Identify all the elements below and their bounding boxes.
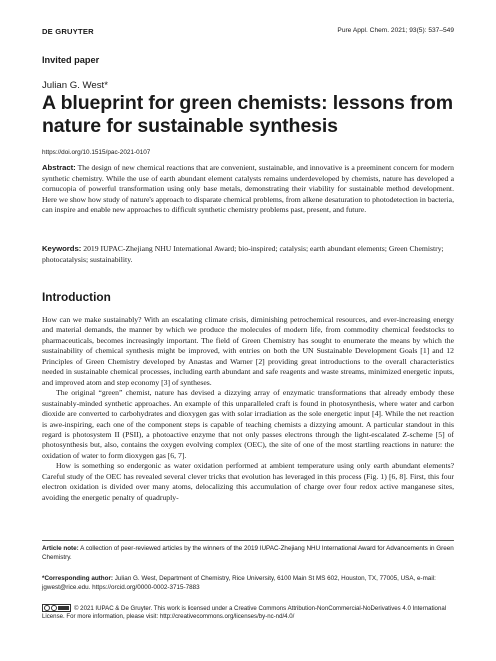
- paragraph: How can we make sustainably? With an escalating climate crisis, diminishing petrochemical resources, and ever-increasing energy and material demands, the manner by which we produce the molecules of modern life, from commodity chemical feedstocks to pharmaceuticals, becomes increasingly important. The field of Green Chemistry has sought to enumerate the means by which the sustainability of chemical synthesis might be improved, with entries on both the UN Sustainable Development Goals [1] and 12 Principles of Green Chemistry developed by Anastas and Warner [2] providing great introductions to the overall characteristics needed in sustainable chemical processes, including earth abundant and safe reagents and waste streams, minimized energetic inputs, and improved atom and step economy [3] of syntheses.: [42, 315, 454, 387]
- license-statement: [42, 604, 454, 622]
- introduction-body: [42, 315, 454, 503]
- license-text: © 2021 IUPAC & De Gruyter. This work is licensed under a Creative Commons Attribution-NonCommercial-NoDerivatives 4.0 International License. For more information, please visit: http://creativecommons.org/licenses/by-nc-nd/4.0/: [42, 605, 447, 621]
- doi-link[interactable]: https://doi.org/10.1515/pac-2021-0107: [42, 149, 151, 156]
- corresponding-author-label: *Corresponding author:: [42, 575, 114, 582]
- cc-by-nc-nd-icon[interactable]: [42, 604, 71, 612]
- article-note-text: A collection of peer-reviewed articles by the winners of the 2019 IUPAC-Zhejiang NHU International Award for Advancements in Green Chemistry.: [42, 545, 454, 561]
- publisher-name: DE GRUYTER: [42, 27, 94, 36]
- author-name: Julian G. West*: [42, 80, 108, 91]
- corresponding-author-text: Julian G. West, Department of Chemistry, Rice University, 6100 Main St MS 602, Houston, TX, 77005, USA, e-mail: jgwest@rice.edu. https://orcid.org/0000-0002-3715-7883: [42, 575, 436, 591]
- section-heading-introduction: Introduction: [42, 290, 111, 304]
- keywords-text: 2019 IUPAC-Zhejiang NHU International Award; bio-inspired; catalysis; earth abundant elements; Green Chemistry; photocatalysis; sustainability.: [42, 244, 444, 264]
- article-type: Invited paper: [42, 55, 100, 65]
- paper-title: A blueprint for green chemists: lessons from nature for sustainable synthesis: [42, 92, 453, 137]
- keywords: [42, 244, 454, 265]
- abstract: [42, 163, 454, 216]
- paragraph: How is something so endergonic as water oxidation performed at ambient temperature using only earth abundant elements? Careful study of the OEC has revealed several clever tricks that evolution has leveraged in this process (Fig. 1) [6, 8]. First, this four electron oxidation is divided over many atoms, delocalizing this accumulation of charge over four redox active manganese sites, avoiding the energetic penalty of quadruply-: [42, 461, 454, 502]
- article-note: [42, 545, 454, 562]
- keywords-label: Keywords:: [42, 244, 82, 253]
- abstract-label: Abstract:: [42, 163, 76, 172]
- footnote-divider: [42, 540, 454, 541]
- paragraph: The original “green” chemist, nature has devised a dizzying array of enzymatic transformations that already embody these sustainably-minded synthetic approaches. An example of this unparalleled craft is found in photosynthesis, where water and carbon dioxide are converted to carbohydrates and dioxygen gas with solar irradiation as the sole energetic input [4]. While the net reaction is awe-inspiring, each one of the component steps is capable of teaching chemists a dizzying amount. A particular standout in this regard is photosystem II (PSII), a photoactive enzyme that not only passes electrons through the light-escalated Z-scheme [5] of photosynthesis but, also, contains the oxygen evolving complex (OEC), the site of one of the most startling reactions in nature: the oxidation of water to form dioxygen gas [6, 7].: [42, 388, 454, 460]
- corresponding-author: [42, 575, 454, 592]
- abstract-text: The design of new chemical reactions that are convenient, sustainable, and innovative is a preeminent concern for modern synthetic chemistry. While the use of earth abundant element catalysts remains underdeveloped by chemists, nature has developed a cornucopia of powerful transformation using only base metals, demonstrating their viability for sustainable method development. Here we show how study of nature's approach to disparate chemical problems, from alkene desaturation to photodetection in bacteria, can inspire and enable new approaches to difficult synthetic chemistry problems past, present, and future.: [42, 163, 454, 214]
- article-note-label: Article note:: [42, 545, 79, 552]
- journal-citation: Pure Appl. Chem. 2021; 93(5): 537–549: [337, 27, 454, 34]
